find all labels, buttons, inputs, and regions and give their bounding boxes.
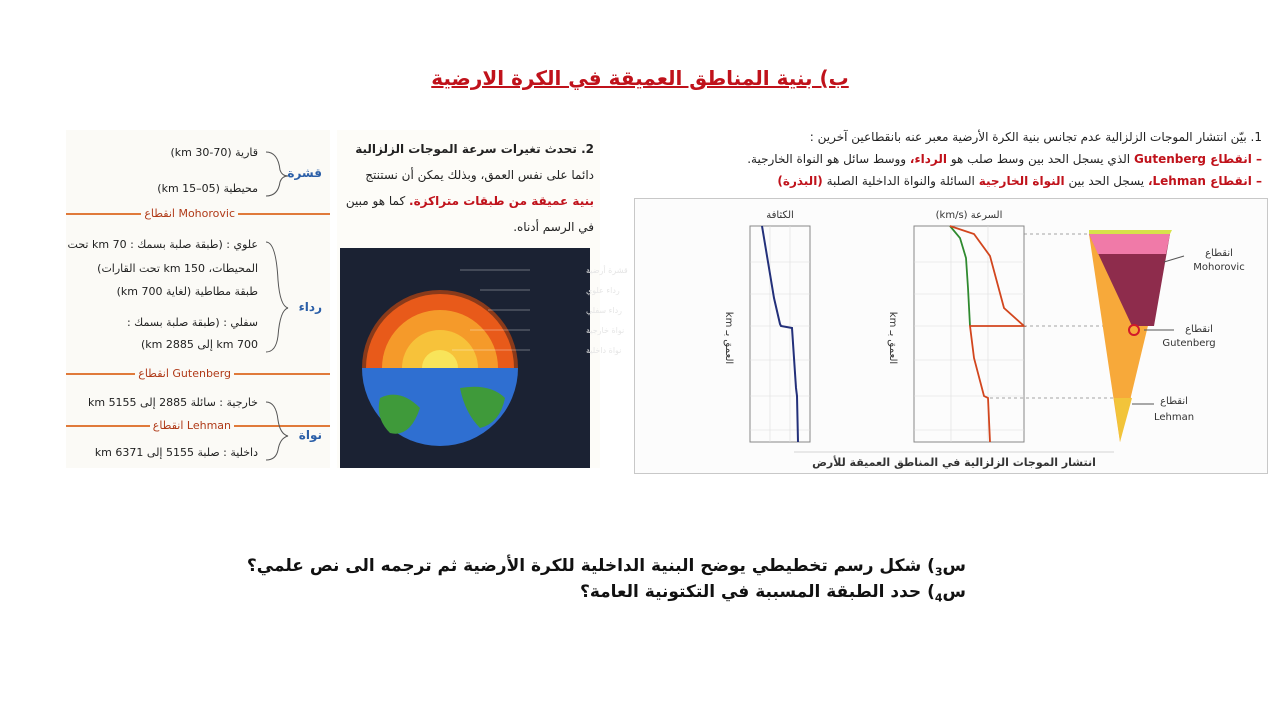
core-label: نواة <box>298 428 322 442</box>
figure-caption: انتشار الموجات الزلزالية في المناطق العميقة للأرض <box>812 456 1096 469</box>
right-line-2 <box>747 152 1262 166</box>
mantle-upper-2: المحيطات، km 150 تحت القارات) <box>97 262 258 275</box>
velocity-title: السرعة (km/s) <box>935 210 1003 221</box>
right-line-2-rest: الذي يسجل الحد بين وسط صلب هو <box>950 152 1131 166</box>
right-line-3-lead: – انقطاع Lehman، <box>1147 174 1262 188</box>
gutenberg-label-en: Gutenberg <box>1162 338 1216 349</box>
globe-label-crust: قشرة أرضية <box>586 266 628 275</box>
q3-prefix: س <box>942 556 966 576</box>
moho-label-ar: انقطاع <box>1205 248 1233 259</box>
moho-label-en: Mohorovic <box>1193 262 1245 273</box>
density-depth-label: العمق بـ km <box>723 311 734 365</box>
middle-line-4: في الرسم أدناه. <box>513 220 594 234</box>
core-inner: داخلية : صلبة 5155 إلى 6371 km <box>94 446 258 459</box>
middle-line-3 <box>346 194 594 208</box>
mantle-lower-2: km 700 إلى km 2885) <box>140 338 258 351</box>
q4-prefix: س <box>942 582 966 602</box>
q3-text: ) شكل رسم تخطيطي يوضح البنية الداخلية للكرة الأرضية ثم ترجمه الى نص علمي؟ <box>246 556 935 576</box>
right-line-3-rest: يسجل الحد بين <box>1068 174 1145 188</box>
middle-line-1: 2. تحدث تغيرات سرعة الموجات الزلزالية <box>355 142 594 156</box>
q4-text: ) حدد الطبقة المسببة في التكتونية العامة؟ <box>579 582 935 602</box>
mantle-upper-3: طبقة مطاطية (لغاية km 700) <box>116 285 258 298</box>
density-title: الكثافة <box>766 210 794 221</box>
mantle-lower-1: سفلي : (طبقة صلبة بسمك : <box>126 316 258 329</box>
crust-label: قشرة <box>287 166 322 180</box>
seismic-panel <box>632 120 1272 476</box>
globe-panel <box>337 130 628 468</box>
wedge-upper-mantle <box>1089 234 1170 254</box>
core-outer: خارجية : سائلة 2885 إلى 5155 km <box>87 396 258 409</box>
middle-line-2: دائما على نفس العمق، وبذلك يمكن أن نستنتج <box>365 168 594 182</box>
globe-label-inner-core: نواة داخلية <box>586 346 622 355</box>
gutenberg-label-ar: انقطاع <box>1185 324 1213 335</box>
right-line-3-tail: السائلة والنواة الداخلية الصلبة <box>826 174 975 188</box>
gutenberg-line-label: Gutenberg انقطاع <box>135 367 234 380</box>
q4-number: 4 <box>934 591 943 605</box>
globe-label-lower-mantle: رداء سفلي <box>586 306 623 315</box>
lehman-line-label: Lehman انقطاع <box>150 419 234 432</box>
moho-line-label: Mohorovic انقطاع <box>141 207 238 220</box>
right-line-2-lead: – انقطاع Gutenberg <box>1133 152 1262 166</box>
velocity-depth-label: العمق بـ km <box>887 311 898 365</box>
right-line-1: 1. بيّن انتشار الموجات الزلزالية عدم تجانس بنية الكرة الأرضية معبر عنه بانقطاعين آخرين : <box>809 130 1262 144</box>
mantle-label: رداء <box>298 300 322 314</box>
globe-label-upper-mantle: رداء علوي <box>586 286 620 295</box>
wedge-crust <box>1089 230 1172 234</box>
right-line-2-red: الرداء، <box>909 152 947 166</box>
q3-number: 3 <box>934 565 943 579</box>
seismic-figure <box>634 198 1268 474</box>
middle-line-3-rest: كما هو مبين <box>345 194 406 208</box>
layer-brackets <box>66 130 330 468</box>
right-line-2-tail: ووسط سائل هو النواة الخارجية. <box>747 152 907 166</box>
earth-layers-illustration <box>340 248 628 468</box>
right-line-3-red: النواة الخارجية <box>978 174 1065 188</box>
right-line-3-paren: (البذرة) <box>777 174 823 188</box>
layer-summary-panel <box>66 130 330 468</box>
question-3 <box>247 556 966 578</box>
right-line-3 <box>777 174 1262 188</box>
question-4 <box>580 582 966 604</box>
crust-continental: قارية (km 30-70) <box>170 146 258 159</box>
middle-line-3-red: بنية عميقة من طبقات متراكزة. <box>409 194 594 208</box>
lehman-label-en: Lehman <box>1153 412 1195 423</box>
lehman-label-ar: انقطاع <box>1160 396 1188 407</box>
page-title: ب) بنية المناطق العميقة في الكرة الارضية <box>431 66 849 90</box>
crust-oceanic: محيطية (km 15–05) <box>157 182 258 195</box>
globe-label-outer-core: نواة خارجية <box>586 326 625 335</box>
mantle-upper-1: علوي : (طبقة صلبة بسمك : km 70 تحت <box>67 238 258 251</box>
